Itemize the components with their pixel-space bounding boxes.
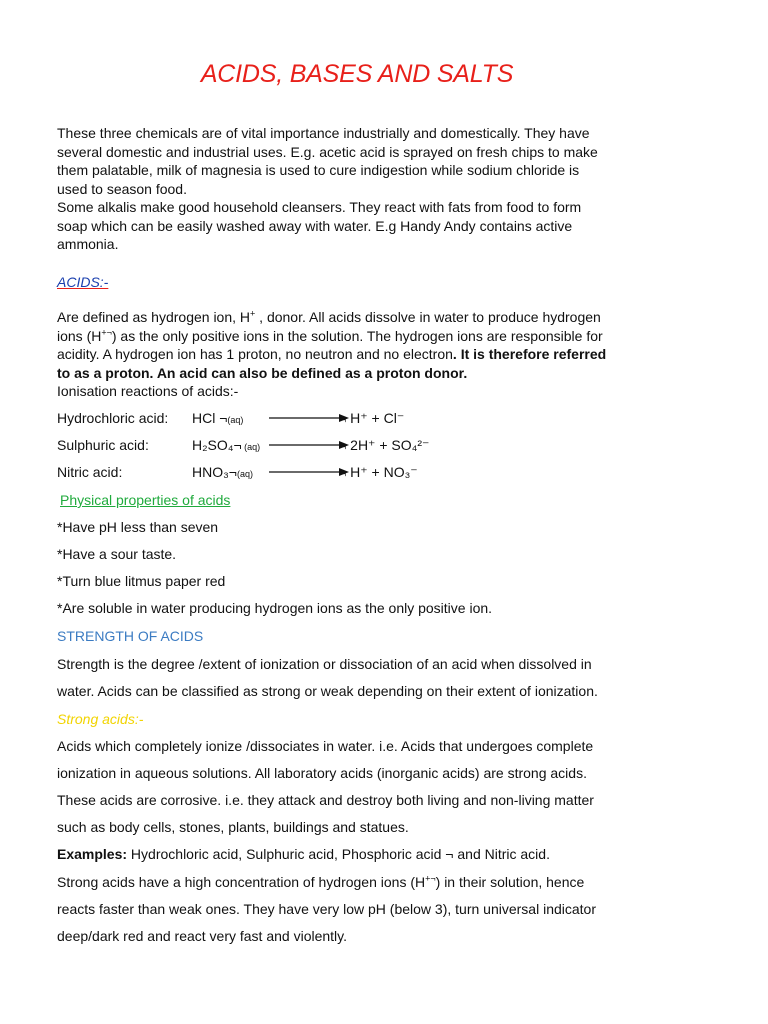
- property-item: *Turn blue litmus paper red: [57, 573, 226, 589]
- state-text: (aq): [227, 415, 244, 425]
- strong-text-line: Acids which completely ionize /dissociates in water. i.e. Acids that undergoes complete: [57, 738, 594, 754]
- strong-text-line: These acids are corrosive. i.e. they attack and destroy both living and non-living matter: [57, 792, 594, 808]
- reaction-arrow-icon: [269, 439, 349, 451]
- superscript: +: [250, 308, 256, 319]
- intro-line: soap which can be easily washed away with water. E.g Handy Andy contains active: [57, 217, 573, 234]
- superscript: +¬: [425, 873, 436, 884]
- formula-text: HNO₃¬: [192, 464, 237, 480]
- prefix: ¬: [341, 415, 347, 425]
- final-text-line: reacts faster than weak ones. They have very low pH (below 3), turn universal indicator: [57, 901, 596, 917]
- text: , donor. All acids dissolve in water to produce hydrogen: [255, 309, 601, 325]
- intro-line: used to season food.: [57, 180, 187, 197]
- strong-text-line: ionization in aqueous solutions. All laboratory acids (inorganic acids) are strong acids.: [57, 765, 587, 781]
- definition-line-4: to as a proton. An acid can also be defined as a proton donor.: [57, 364, 468, 381]
- reaction-row: [57, 410, 657, 430]
- intro-paragraph: [57, 124, 657, 254]
- text: Are defined as hydrogen ion, H: [57, 309, 251, 325]
- formula-text: H₂SO₄¬: [192, 437, 242, 453]
- reaction-arrow-icon: [269, 466, 349, 478]
- definition-line-2: [57, 327, 657, 346]
- product-text: H⁺ + Cl⁻: [346, 410, 405, 426]
- definition-line-5: Ionisation reactions of acids:-: [57, 383, 239, 399]
- reaction-row: [57, 437, 657, 457]
- examples-label: Examples:: [57, 846, 128, 862]
- intro-line: several domestic and industrial uses. E.g. acetic acid is sprayed on fresh chips to make: [57, 143, 598, 160]
- reaction-name: Sulphuric acid:: [57, 437, 149, 453]
- text: Strong acids have a high concentration of hydrogen ions (H: [57, 874, 426, 890]
- acid-definition: [57, 308, 657, 401]
- property-item: *Have pH less than seven: [57, 519, 219, 535]
- reaction-name: Nitric acid:: [57, 464, 123, 480]
- strength-heading: STRENGTH OF ACIDS: [57, 628, 204, 644]
- property-item: *Are soluble in water producing hydrogen ions as the only positive ion.: [57, 600, 493, 616]
- formula-text: HCl ¬: [192, 410, 228, 426]
- acids-heading: ACIDS:-: [57, 274, 109, 290]
- reaction-row: [57, 464, 657, 484]
- definition-line-1: [57, 308, 657, 327]
- reaction-products: [341, 437, 429, 454]
- state-text: (aq): [237, 469, 254, 479]
- reaction-formula: [192, 410, 243, 426]
- reaction-arrow-icon: [269, 412, 349, 424]
- product-text: H⁺ + NO₃⁻: [346, 464, 418, 480]
- physical-properties-heading: Physical properties of acids: [60, 492, 231, 508]
- strength-text-line: Strength is the degree /extent of ionization or dissociation of an acid when dissolved in: [57, 656, 592, 672]
- intro-line: Some alkalis make good household cleansers. They react with fats from food to form: [57, 199, 582, 215]
- intro-line: These three chemicals are of vital importance industrially and domestically. They have: [57, 125, 590, 141]
- strong-acids-heading: Strong acids:-: [57, 711, 144, 727]
- strong-text-line: such as body cells, stones, plants, buildings and statues.: [57, 819, 409, 835]
- strength-text-line: water. Acids can be classified as strong or weak depending on their extent of ionization.: [57, 683, 598, 699]
- bold-text: . It is therefore referred: [452, 346, 607, 362]
- reaction-products: [341, 410, 404, 427]
- final-text-line: deep/dark red and react very fast and violently.: [57, 928, 348, 944]
- superscript: +¬: [101, 326, 112, 337]
- reaction-products: [341, 464, 418, 481]
- reaction-formula: [192, 437, 260, 453]
- property-item: *Have a sour taste.: [57, 546, 177, 562]
- prefix: ¬: [341, 469, 347, 479]
- intro-line: ammonia.: [57, 236, 119, 252]
- intro-line: them palatable, milk of magnesia is used to cure indigestion while sodium chloride is: [57, 162, 580, 178]
- text: ions (H: [57, 327, 102, 344]
- text: acidity. A hydrogen ion has 1 proton, no neutron and no electron: [57, 346, 453, 362]
- text: ) in their solution, hence: [435, 874, 585, 890]
- state-text: (aq): [241, 442, 261, 452]
- examples-text: Hydrochloric acid, Sulphuric acid, Phosphoric acid ¬ and Nitric acid.: [127, 846, 550, 862]
- final-text-line: [57, 874, 584, 890]
- definition-line-3: [57, 345, 657, 364]
- text: ) as the only positive ions in the solution. The hydrogen ions are responsible for: [111, 327, 603, 344]
- reaction-formula: [192, 464, 253, 480]
- examples-line: [57, 846, 550, 862]
- reaction-name: Hydrochloric acid:: [57, 410, 169, 426]
- prefix: ¬: [341, 442, 347, 452]
- product-text: 2H⁺ + SO₄²⁻: [346, 437, 430, 453]
- page-title: ACIDS, BASES AND SALTS: [200, 60, 514, 88]
